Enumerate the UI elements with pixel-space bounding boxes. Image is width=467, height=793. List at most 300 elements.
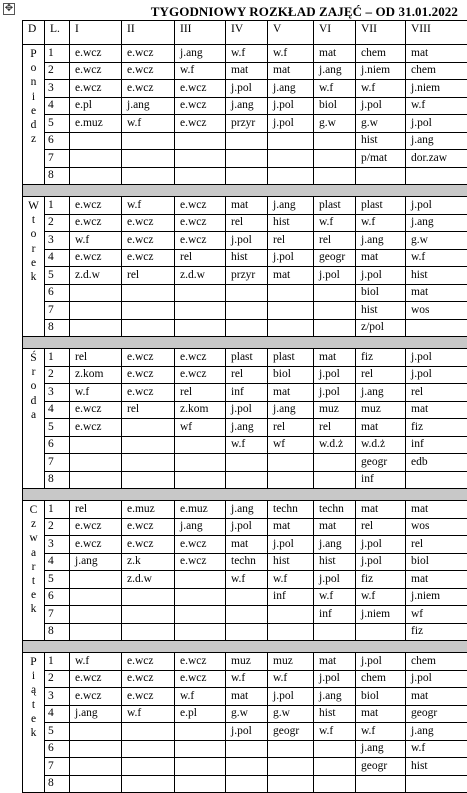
subject-cell[interactable]: rel xyxy=(226,214,268,232)
subject-cell[interactable]: j.ang xyxy=(226,419,268,437)
subject-cell[interactable] xyxy=(356,167,406,185)
subject-cell[interactable]: e.wcz xyxy=(70,214,122,232)
subject-cell[interactable]: e.wcz xyxy=(70,536,122,554)
subject-cell[interactable]: e.wcz xyxy=(122,349,175,367)
subject-cell[interactable]: e.wcz xyxy=(175,80,226,98)
subject-cell[interactable]: rel xyxy=(226,366,268,384)
subject-cell[interactable]: g.w xyxy=(314,115,356,133)
subject-cell[interactable] xyxy=(122,775,175,793)
subject-cell[interactable] xyxy=(226,302,268,320)
subject-cell[interactable]: muz xyxy=(268,653,314,671)
subject-cell[interactable]: e.wcz xyxy=(175,366,226,384)
subject-cell[interactable]: mat xyxy=(314,518,356,536)
subject-cell[interactable]: e.muz xyxy=(175,501,226,519)
subject-cell[interactable]: rel xyxy=(175,384,226,402)
subject-cell[interactable]: j.pol xyxy=(356,97,406,115)
subject-cell[interactable]: j.ang xyxy=(356,384,406,402)
subject-cell[interactable]: mat xyxy=(356,705,406,723)
subject-cell[interactable]: mat xyxy=(314,349,356,367)
subject-cell[interactable] xyxy=(226,623,268,641)
subject-cell[interactable]: biol xyxy=(356,688,406,706)
subject-cell[interactable]: rel xyxy=(122,267,175,285)
subject-cell[interactable] xyxy=(268,471,314,489)
subject-cell[interactable]: e.pl xyxy=(70,97,122,115)
subject-cell[interactable]: w.f xyxy=(175,62,226,80)
subject-cell[interactable]: j.pol xyxy=(356,553,406,571)
subject-cell[interactable] xyxy=(175,606,226,624)
subject-cell[interactable]: przyr xyxy=(226,267,268,285)
subject-cell[interactable]: w.d.ż xyxy=(314,436,356,454)
subject-cell[interactable]: w.d.ż xyxy=(356,436,406,454)
subject-cell[interactable]: w.f xyxy=(406,249,467,267)
subject-cell[interactable] xyxy=(175,571,226,589)
subject-cell[interactable]: w.f xyxy=(406,97,467,115)
subject-cell[interactable]: inf xyxy=(406,436,467,454)
subject-cell[interactable]: w.f xyxy=(356,80,406,98)
subject-cell[interactable]: biol xyxy=(406,553,467,571)
subject-cell[interactable]: e.wcz xyxy=(122,80,175,98)
subject-cell[interactable]: hist xyxy=(406,267,467,285)
subject-cell[interactable]: w.f xyxy=(122,115,175,133)
subject-cell[interactable] xyxy=(268,150,314,168)
subject-cell[interactable]: j.pol xyxy=(268,688,314,706)
subject-cell[interactable] xyxy=(226,471,268,489)
subject-cell[interactable] xyxy=(175,588,226,606)
subject-cell[interactable]: geogr xyxy=(356,454,406,472)
subject-cell[interactable] xyxy=(70,723,122,741)
subject-cell[interactable] xyxy=(314,167,356,185)
subject-cell[interactable] xyxy=(70,623,122,641)
subject-cell[interactable]: techn xyxy=(226,553,268,571)
subject-cell[interactable] xyxy=(226,454,268,472)
subject-cell[interactable] xyxy=(70,150,122,168)
subject-cell[interactable] xyxy=(70,284,122,302)
subject-cell[interactable]: j.ang xyxy=(70,705,122,723)
subject-cell[interactable]: j.pol xyxy=(226,401,268,419)
subject-cell[interactable] xyxy=(314,623,356,641)
subject-cell[interactable]: plast xyxy=(226,349,268,367)
subject-cell[interactable]: mat xyxy=(314,45,356,63)
subject-cell[interactable] xyxy=(314,319,356,337)
subject-cell[interactable]: w.f xyxy=(268,571,314,589)
subject-cell[interactable] xyxy=(226,284,268,302)
subject-cell[interactable]: j.pol xyxy=(406,670,467,688)
subject-cell[interactable] xyxy=(70,775,122,793)
subject-cell[interactable]: e.wcz xyxy=(122,653,175,671)
subject-cell[interactable] xyxy=(70,588,122,606)
subject-cell[interactable] xyxy=(122,150,175,168)
subject-cell[interactable] xyxy=(175,132,226,150)
subject-cell[interactable]: j.niem xyxy=(406,80,467,98)
subject-cell[interactable] xyxy=(314,302,356,320)
subject-cell[interactable]: j.niem xyxy=(356,606,406,624)
subject-cell[interactable]: j.pol xyxy=(268,97,314,115)
subject-cell[interactable] xyxy=(122,436,175,454)
subject-cell[interactable] xyxy=(268,606,314,624)
subject-cell[interactable]: hist xyxy=(268,553,314,571)
subject-cell[interactable]: rel xyxy=(314,232,356,250)
subject-cell[interactable]: g.w xyxy=(356,115,406,133)
subject-cell[interactable] xyxy=(122,471,175,489)
subject-cell[interactable]: e.wcz xyxy=(175,115,226,133)
subject-cell[interactable]: e.wcz xyxy=(122,688,175,706)
subject-cell[interactable]: rel xyxy=(175,249,226,267)
subject-cell[interactable] xyxy=(122,723,175,741)
subject-cell[interactable]: inf xyxy=(268,588,314,606)
subject-cell[interactable] xyxy=(314,775,356,793)
subject-cell[interactable]: j.ang xyxy=(314,62,356,80)
subject-cell[interactable]: geogr xyxy=(314,249,356,267)
subject-cell[interactable]: j.pol xyxy=(406,366,467,384)
subject-cell[interactable]: w.f xyxy=(122,705,175,723)
subject-cell[interactable] xyxy=(314,471,356,489)
subject-cell[interactable] xyxy=(122,302,175,320)
subject-cell[interactable] xyxy=(122,419,175,437)
subject-cell[interactable]: j.ang xyxy=(406,214,467,232)
subject-cell[interactable]: w.f xyxy=(314,723,356,741)
subject-cell[interactable] xyxy=(175,723,226,741)
subject-cell[interactable]: j.pol xyxy=(314,670,356,688)
subject-cell[interactable]: rel xyxy=(122,401,175,419)
subject-cell[interactable]: hist xyxy=(356,132,406,150)
subject-cell[interactable]: wf xyxy=(175,419,226,437)
subject-cell[interactable]: j.pol xyxy=(226,723,268,741)
subject-cell[interactable]: j.pol xyxy=(406,115,467,133)
subject-cell[interactable]: j.niem xyxy=(406,588,467,606)
subject-cell[interactable]: w.f xyxy=(70,653,122,671)
subject-cell[interactable]: z.d.w xyxy=(175,267,226,285)
subject-cell[interactable]: j.ang xyxy=(268,80,314,98)
subject-cell[interactable]: e.wcz xyxy=(70,45,122,63)
subject-cell[interactable] xyxy=(268,167,314,185)
subject-cell[interactable]: j.ang xyxy=(268,197,314,215)
subject-cell[interactable]: w.f xyxy=(226,571,268,589)
subject-cell[interactable]: chem xyxy=(356,45,406,63)
subject-cell[interactable] xyxy=(268,302,314,320)
subject-cell[interactable] xyxy=(122,454,175,472)
subject-cell[interactable]: plast xyxy=(268,349,314,367)
subject-cell[interactable]: mat xyxy=(226,536,268,554)
subject-cell[interactable]: rel xyxy=(406,384,467,402)
subject-cell[interactable]: e.wcz xyxy=(175,553,226,571)
subject-cell[interactable] xyxy=(175,623,226,641)
subject-cell[interactable] xyxy=(70,167,122,185)
subject-cell[interactable] xyxy=(175,758,226,776)
subject-cell[interactable]: j.pol xyxy=(314,571,356,589)
subject-cell[interactable] xyxy=(268,132,314,150)
subject-cell[interactable]: fiz xyxy=(406,419,467,437)
subject-cell[interactable]: j.pol xyxy=(226,80,268,98)
subject-cell[interactable]: j.ang xyxy=(356,740,406,758)
subject-cell[interactable]: hist xyxy=(406,758,467,776)
subject-cell[interactable] xyxy=(70,302,122,320)
subject-cell[interactable]: w.f xyxy=(356,214,406,232)
subject-cell[interactable]: w.f xyxy=(356,588,406,606)
subject-cell[interactable]: wf xyxy=(406,606,467,624)
subject-cell[interactable]: e.wcz xyxy=(122,670,175,688)
subject-cell[interactable]: j.ang xyxy=(122,97,175,115)
subject-cell[interactable]: e.wcz xyxy=(122,232,175,250)
subject-cell[interactable]: mat xyxy=(356,249,406,267)
subject-cell[interactable] xyxy=(406,471,467,489)
subject-cell[interactable]: rel xyxy=(70,349,122,367)
subject-cell[interactable]: rel xyxy=(356,518,406,536)
subject-cell[interactable]: mat xyxy=(314,653,356,671)
subject-cell[interactable]: e.wcz xyxy=(70,419,122,437)
subject-cell[interactable]: p/mat xyxy=(356,150,406,168)
subject-cell[interactable] xyxy=(314,454,356,472)
subject-cell[interactable]: j.pol xyxy=(406,197,467,215)
subject-cell[interactable]: rel xyxy=(268,232,314,250)
subject-cell[interactable]: w.f xyxy=(70,384,122,402)
table-move-handle-icon[interactable]: ✥ xyxy=(3,3,15,15)
subject-cell[interactable]: przyr xyxy=(226,115,268,133)
subject-cell[interactable]: e.wcz xyxy=(70,401,122,419)
subject-cell[interactable]: mat xyxy=(406,284,467,302)
subject-cell[interactable]: e.wcz xyxy=(122,45,175,63)
subject-cell[interactable] xyxy=(70,454,122,472)
subject-cell[interactable]: e.wcz xyxy=(70,518,122,536)
subject-cell[interactable]: j.ang xyxy=(175,518,226,536)
subject-cell[interactable]: j.ang xyxy=(314,688,356,706)
subject-cell[interactable]: j.ang xyxy=(356,232,406,250)
subject-cell[interactable]: e.wcz xyxy=(122,536,175,554)
subject-cell[interactable]: j.pol xyxy=(268,249,314,267)
subject-cell[interactable]: g.w xyxy=(406,232,467,250)
subject-cell[interactable] xyxy=(268,758,314,776)
subject-cell[interactable]: geogr xyxy=(268,723,314,741)
subject-cell[interactable] xyxy=(406,167,467,185)
subject-cell[interactable] xyxy=(175,302,226,320)
subject-cell[interactable]: dor.zaw xyxy=(406,150,467,168)
subject-cell[interactable]: j.ang xyxy=(226,501,268,519)
subject-cell[interactable]: mat xyxy=(406,688,467,706)
subject-cell[interactable]: w.f xyxy=(268,670,314,688)
subject-cell[interactable] xyxy=(70,436,122,454)
subject-cell[interactable]: e.wcz xyxy=(122,518,175,536)
subject-cell[interactable]: wf xyxy=(268,436,314,454)
subject-cell[interactable]: j.pol xyxy=(406,349,467,367)
subject-cell[interactable]: mat xyxy=(226,688,268,706)
subject-cell[interactable]: j.pol xyxy=(268,536,314,554)
subject-cell[interactable]: j.pol xyxy=(268,115,314,133)
subject-cell[interactable]: j.pol xyxy=(314,384,356,402)
subject-cell[interactable]: e.wcz xyxy=(175,536,226,554)
subject-cell[interactable]: w.f xyxy=(226,670,268,688)
subject-cell[interactable]: e.wcz xyxy=(175,653,226,671)
subject-cell[interactable]: e.wcz xyxy=(122,366,175,384)
subject-cell[interactable]: g.w xyxy=(226,705,268,723)
subject-cell[interactable]: j.ang xyxy=(70,553,122,571)
subject-cell[interactable]: j.pol xyxy=(356,653,406,671)
subject-cell[interactable] xyxy=(122,319,175,337)
subject-cell[interactable]: chem xyxy=(356,670,406,688)
subject-cell[interactable]: j.ang xyxy=(268,401,314,419)
subject-cell[interactable]: z.kom xyxy=(175,401,226,419)
subject-cell[interactable]: e.wcz xyxy=(70,249,122,267)
subject-cell[interactable] xyxy=(356,623,406,641)
subject-cell[interactable]: plast xyxy=(314,197,356,215)
subject-cell[interactable] xyxy=(70,758,122,776)
subject-cell[interactable]: g.w xyxy=(268,705,314,723)
subject-cell[interactable] xyxy=(406,319,467,337)
subject-cell[interactable]: muz xyxy=(226,653,268,671)
subject-cell[interactable]: mat xyxy=(406,501,467,519)
subject-cell[interactable]: rel xyxy=(268,419,314,437)
subject-cell[interactable]: w.f xyxy=(226,436,268,454)
subject-cell[interactable]: mat xyxy=(268,384,314,402)
subject-cell[interactable] xyxy=(175,150,226,168)
subject-cell[interactable]: mat xyxy=(268,267,314,285)
subject-cell[interactable]: w.f xyxy=(356,723,406,741)
subject-cell[interactable]: e.wcz xyxy=(70,688,122,706)
subject-cell[interactable]: inf xyxy=(226,384,268,402)
subject-cell[interactable] xyxy=(226,167,268,185)
subject-cell[interactable]: w.f xyxy=(70,232,122,250)
subject-cell[interactable]: w.f xyxy=(314,214,356,232)
subject-cell[interactable]: e.wcz xyxy=(122,249,175,267)
subject-cell[interactable]: mat xyxy=(268,62,314,80)
subject-cell[interactable]: inf xyxy=(314,606,356,624)
subject-cell[interactable]: rel xyxy=(70,501,122,519)
subject-cell[interactable]: j.pol xyxy=(356,536,406,554)
subject-cell[interactable] xyxy=(122,132,175,150)
subject-cell[interactable]: e.wcz xyxy=(122,214,175,232)
subject-cell[interactable] xyxy=(70,471,122,489)
subject-cell[interactable]: w.f xyxy=(314,588,356,606)
subject-cell[interactable]: mat xyxy=(406,45,467,63)
subject-cell[interactable]: edb xyxy=(406,454,467,472)
subject-cell[interactable]: w.f xyxy=(175,688,226,706)
subject-cell[interactable] xyxy=(268,623,314,641)
subject-cell[interactable] xyxy=(356,775,406,793)
subject-cell[interactable]: j.ang xyxy=(314,536,356,554)
subject-cell[interactable]: w.f xyxy=(268,45,314,63)
subject-cell[interactable]: hist xyxy=(314,553,356,571)
subject-cell[interactable] xyxy=(226,588,268,606)
subject-cell[interactable]: geogr xyxy=(406,705,467,723)
subject-cell[interactable] xyxy=(175,471,226,489)
subject-cell[interactable]: mat xyxy=(356,419,406,437)
subject-cell[interactable]: chem xyxy=(406,62,467,80)
subject-cell[interactable]: z.kom xyxy=(70,366,122,384)
subject-cell[interactable]: biol xyxy=(356,284,406,302)
subject-cell[interactable] xyxy=(268,319,314,337)
subject-cell[interactable]: muz xyxy=(356,401,406,419)
subject-cell[interactable] xyxy=(226,775,268,793)
subject-cell[interactable] xyxy=(226,150,268,168)
subject-cell[interactable]: hist xyxy=(268,214,314,232)
subject-cell[interactable]: e.wcz xyxy=(70,670,122,688)
subject-cell[interactable]: rel xyxy=(406,536,467,554)
subject-cell[interactable] xyxy=(314,758,356,776)
subject-cell[interactable] xyxy=(175,454,226,472)
subject-cell[interactable]: mat xyxy=(356,501,406,519)
subject-cell[interactable] xyxy=(268,454,314,472)
subject-cell[interactable]: e.wcz xyxy=(175,97,226,115)
subject-cell[interactable]: biol xyxy=(314,97,356,115)
subject-cell[interactable] xyxy=(406,775,467,793)
subject-cell[interactable] xyxy=(226,758,268,776)
subject-cell[interactable]: j.ang xyxy=(406,132,467,150)
subject-cell[interactable] xyxy=(122,758,175,776)
subject-cell[interactable]: j.pol xyxy=(314,267,356,285)
subject-cell[interactable] xyxy=(70,606,122,624)
subject-cell[interactable]: wos xyxy=(406,302,467,320)
subject-cell[interactable] xyxy=(122,588,175,606)
subject-cell[interactable]: fiz xyxy=(356,571,406,589)
subject-cell[interactable]: z/pol xyxy=(356,319,406,337)
subject-cell[interactable]: j.pol xyxy=(226,232,268,250)
subject-cell[interactable]: e.wcz xyxy=(175,349,226,367)
subject-cell[interactable] xyxy=(226,319,268,337)
subject-cell[interactable]: e.wcz xyxy=(122,62,175,80)
subject-cell[interactable]: e.muz xyxy=(122,501,175,519)
subject-cell[interactable] xyxy=(122,623,175,641)
subject-cell[interactable]: j.ang xyxy=(406,723,467,741)
subject-cell[interactable] xyxy=(175,775,226,793)
subject-cell[interactable] xyxy=(226,132,268,150)
subject-cell[interactable]: j.pol xyxy=(314,366,356,384)
subject-cell[interactable]: fiz xyxy=(356,349,406,367)
subject-cell[interactable] xyxy=(175,167,226,185)
subject-cell[interactable]: e.pl xyxy=(175,705,226,723)
subject-cell[interactable] xyxy=(314,150,356,168)
subject-cell[interactable]: e.wcz xyxy=(70,62,122,80)
subject-cell[interactable]: e.wcz xyxy=(175,214,226,232)
subject-cell[interactable]: mat xyxy=(268,518,314,536)
subject-cell[interactable] xyxy=(70,319,122,337)
subject-cell[interactable]: j.ang xyxy=(175,45,226,63)
subject-cell[interactable]: w.f xyxy=(226,45,268,63)
subject-cell[interactable]: w.f xyxy=(406,740,467,758)
subject-cell[interactable]: rel xyxy=(314,419,356,437)
subject-cell[interactable] xyxy=(70,132,122,150)
subject-cell[interactable]: plast xyxy=(356,197,406,215)
subject-cell[interactable] xyxy=(175,319,226,337)
subject-cell[interactable]: muz xyxy=(314,401,356,419)
subject-cell[interactable] xyxy=(175,284,226,302)
subject-cell[interactable] xyxy=(314,284,356,302)
subject-cell[interactable]: techn xyxy=(268,501,314,519)
subject-cell[interactable]: e.wcz xyxy=(175,197,226,215)
subject-cell[interactable]: e.wcz xyxy=(122,384,175,402)
subject-cell[interactable]: mat xyxy=(226,197,268,215)
subject-cell[interactable] xyxy=(70,571,122,589)
subject-cell[interactable]: w.f xyxy=(314,80,356,98)
subject-cell[interactable]: e.wcz xyxy=(175,670,226,688)
subject-cell[interactable] xyxy=(122,167,175,185)
subject-cell[interactable]: j.pol xyxy=(226,518,268,536)
subject-cell[interactable]: e.muz xyxy=(70,115,122,133)
subject-cell[interactable]: techn xyxy=(314,501,356,519)
subject-cell[interactable]: geogr xyxy=(356,758,406,776)
subject-cell[interactable]: mat xyxy=(406,571,467,589)
subject-cell[interactable]: hist xyxy=(226,249,268,267)
subject-cell[interactable]: e.wcz xyxy=(175,232,226,250)
subject-cell[interactable]: j.niem xyxy=(356,62,406,80)
subject-cell[interactable]: j.pol xyxy=(356,267,406,285)
subject-cell[interactable] xyxy=(268,284,314,302)
subject-cell[interactable]: rel xyxy=(356,366,406,384)
subject-cell[interactable]: z.k xyxy=(122,553,175,571)
subject-cell[interactable]: inf xyxy=(356,471,406,489)
subject-cell[interactable] xyxy=(226,606,268,624)
subject-cell[interactable]: wos xyxy=(406,518,467,536)
subject-cell[interactable]: mat xyxy=(406,401,467,419)
subject-cell[interactable]: e.wcz xyxy=(70,197,122,215)
subject-cell[interactable]: hist xyxy=(356,302,406,320)
